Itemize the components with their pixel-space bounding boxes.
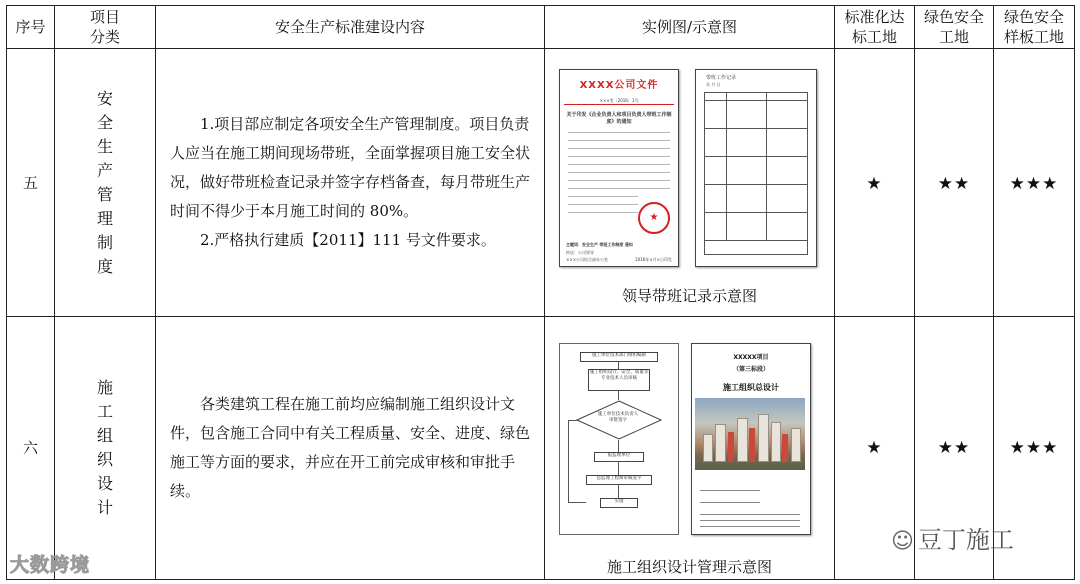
row-example	[545, 49, 835, 317]
header-level1	[835, 6, 915, 49]
example-caption: 施工组织设计管理示意图	[606, 558, 772, 576]
watermark-right	[891, 520, 1014, 555]
header-example: 实例图/示意图	[545, 6, 835, 49]
construction-plan-cover-image	[691, 343, 811, 535]
header-level3-text: 绿色安全样板工地	[1003, 8, 1064, 46]
header-category	[55, 6, 156, 49]
star-icon: ★★★	[1009, 438, 1059, 458]
star-icon: ★	[866, 174, 883, 194]
document-footer-send: 抄送：公司领导	[566, 250, 594, 255]
document-red-title: XXXX公司文件	[579, 80, 659, 91]
watermark-right-text: 豆丁施工	[917, 526, 1014, 554]
flowchart-image	[559, 343, 679, 535]
header-no: 序号	[7, 6, 55, 49]
content-paragraph: 1.项目部应制定各项安全生产管理制度。项目负责人应当在施工期间现场带班，全面掌握项目施工安全状况，做好带班检查记录并签字存档备查，每月带班生产时间不得少于本月施工时间的 80%。	[170, 115, 531, 220]
header-level2-text: 绿色安全工地	[923, 8, 984, 46]
cover-section: （第三标段）	[732, 366, 769, 373]
document-red-line	[564, 104, 674, 105]
table-row	[7, 49, 1075, 317]
header-content: 安全生产标准建设内容	[156, 6, 545, 49]
wechat-icon: ☺	[891, 529, 914, 554]
standards-table	[6, 5, 1075, 580]
level3-rating	[994, 49, 1075, 317]
document-footer-topic: 主题词：安全生产 带班工作制度 通知	[566, 242, 633, 247]
level1-rating	[835, 49, 915, 317]
header-category-text: 项目分类	[89, 8, 120, 46]
flow-step: 实施	[600, 498, 638, 508]
header-row	[7, 6, 1075, 49]
cover-title: 施工组织总设计	[723, 383, 779, 392]
row-no: 五	[7, 49, 55, 317]
level2-rating	[915, 49, 994, 317]
row-category	[55, 317, 156, 580]
row-category-text: 施工组织设计	[96, 378, 113, 517]
record-sheet-title: 带班工作记录	[706, 75, 737, 81]
document-heading: 关于印发《企业负责人和项目负责人带班工作制度》的通知	[566, 112, 672, 125]
cover-project: XXXXX项目	[733, 354, 769, 361]
content-paragraph: 各类建筑工程在施工前均应编制施工组织设计文件，包含施工合同中有关工程质量、安全、进度、绿色施工等方面的要求，并应在开工前完成审核和审批手续。	[170, 395, 531, 500]
record-sheet-date: 年 月 日	[706, 82, 721, 87]
duty-record-sheet-image	[695, 69, 817, 267]
row-category	[55, 49, 156, 317]
star-icon: ★★	[937, 438, 971, 458]
row-category-text: 安全生产管理制度	[96, 88, 113, 276]
row-content	[156, 49, 545, 317]
flow-step: 总监理工程师审核签字	[586, 475, 652, 485]
flow-step: 施工组织设计、安全、质量等专业技术人员审核	[588, 369, 650, 391]
city-rendering-image	[695, 398, 805, 470]
company-document-image	[559, 69, 679, 267]
header-level2	[915, 6, 994, 49]
row-content	[156, 317, 545, 580]
red-seal-icon: ★	[638, 202, 670, 234]
star-icon: ★★	[937, 174, 971, 194]
watermark-left: 大数跨境	[10, 554, 91, 576]
star-icon: ★	[866, 438, 883, 458]
row-no: 六	[7, 317, 55, 580]
flow-step: 报监理单位	[594, 452, 644, 462]
flow-step: 施工单位技术负责人审批签字	[597, 412, 639, 423]
document-footer-org: ×××公司综合部办公室	[566, 257, 609, 262]
star-icon: ★★★	[1009, 174, 1059, 194]
document-footer-date: 2016年×月×日印发	[635, 257, 672, 262]
content-paragraph: 2.严格执行建质【2011】111 号文件要求。	[200, 231, 496, 249]
row-example	[545, 317, 835, 580]
header-level1-text: 标准化达标工地	[844, 8, 905, 46]
document-number: ×××发〔2016〕1号	[599, 98, 639, 103]
flow-step: 施工单位技术部门组织编制	[580, 352, 658, 362]
example-caption: 领导带班记录示意图	[621, 287, 757, 305]
header-level3	[994, 6, 1075, 49]
